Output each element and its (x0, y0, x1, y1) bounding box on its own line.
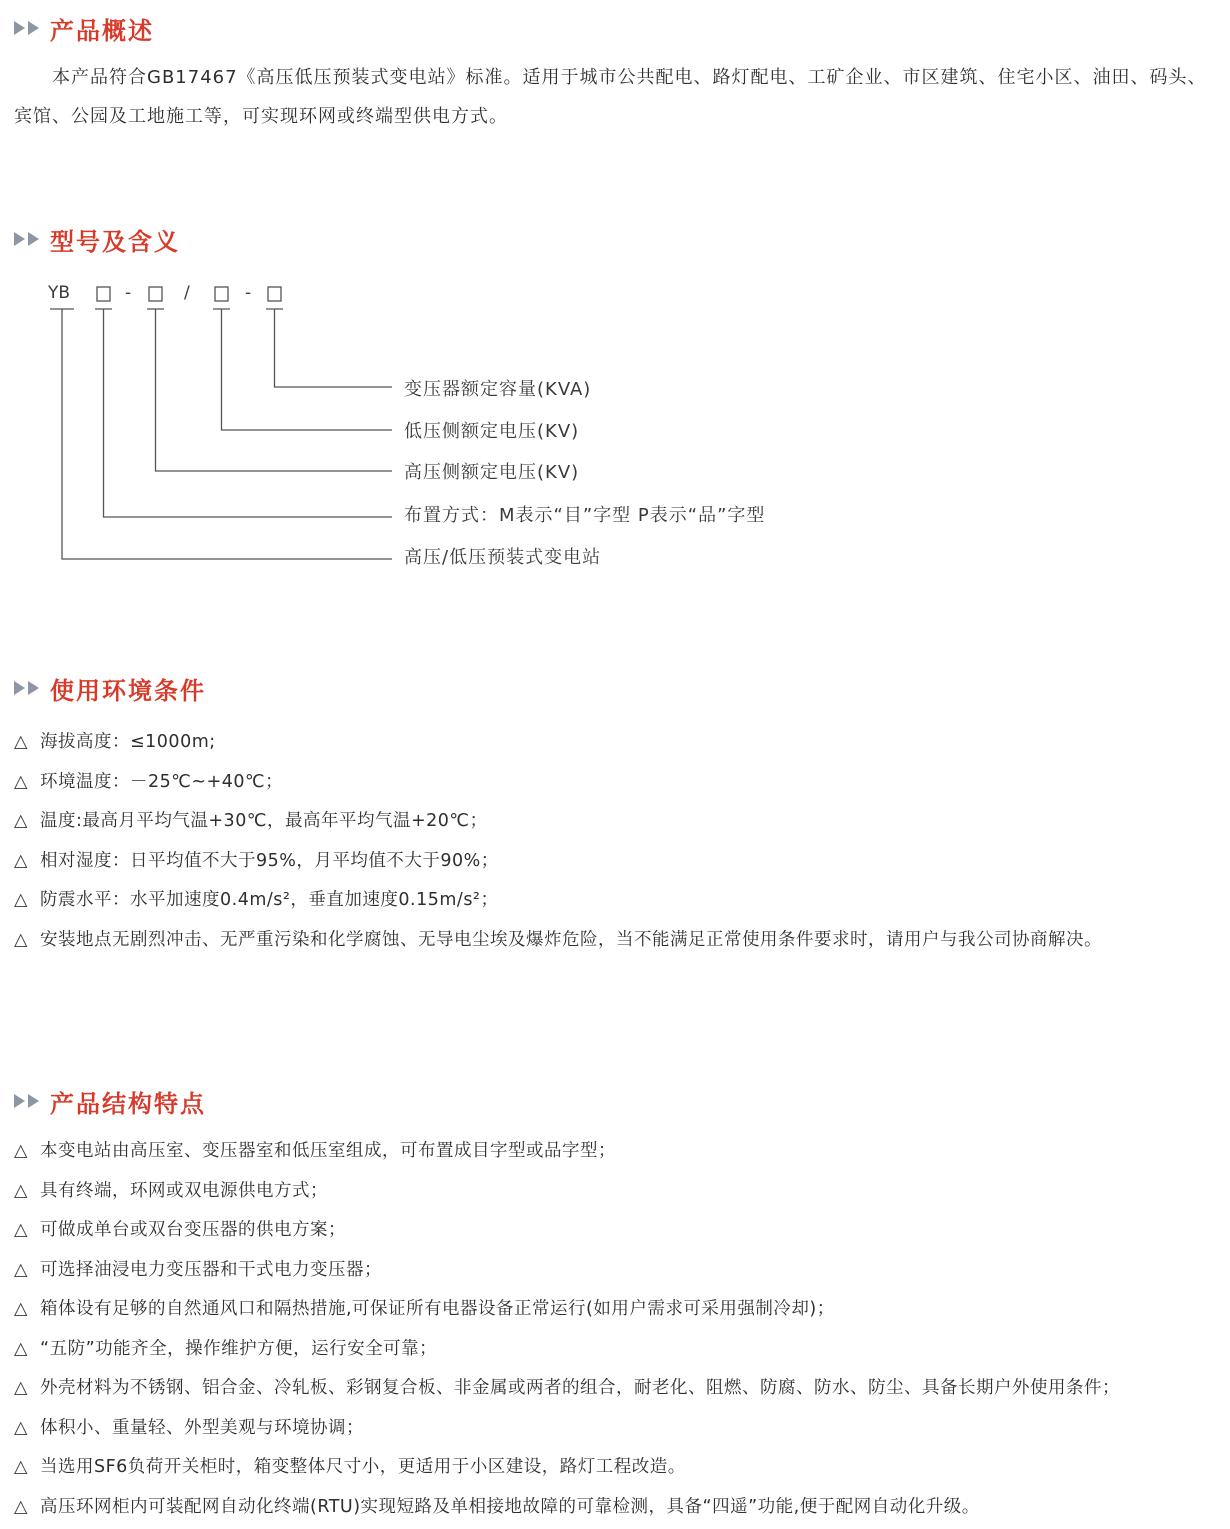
section-title-structure: 产品结构特点 (50, 1089, 206, 1118)
list-item: △ 高压环网柜内可装配网自动化终端(RTU)实现短路及单相接地故障的可靠检测，具备“四遥”功能,便于配网自动化升级。 (14, 1488, 1229, 1528)
model-dash: - (125, 283, 132, 303)
model-label-high-voltage: 高压侧额定电压(KV) (404, 462, 580, 483)
list-item: △ 具有终端，环网或双电源供电方式； (14, 1172, 1229, 1212)
double-arrow-icon (14, 232, 42, 246)
list-item: △ 体积小、重量轻、外型美观与环境协调； (14, 1409, 1229, 1449)
list-item: △ 可做成单台或双台变压器的供电方案； (14, 1211, 1229, 1251)
list-item: △ 当选用SF6负荷开关柜时，箱变整体尺寸小，更适用于小区建设，路灯工程改造。 (14, 1448, 1229, 1488)
model-label-layout: 布置方式：M表示“目”字型 P表示“品”字型 (404, 505, 766, 526)
list-item: △ 可选择油浸电力变压器和干式电力变压器； (14, 1251, 1229, 1291)
triangle-bullet-icon: △ (14, 929, 28, 950)
model-slash: / (184, 283, 190, 303)
section-header-overview (14, 8, 154, 48)
section-title-environment: 使用环境条件 (50, 676, 206, 705)
placeholder-box-4 (268, 287, 281, 301)
overview-paragraph: 本产品符合GB17467《高压低压预装式变电站》标准。适用于城市公共配电、路灯配电、工矿企业、市区建筑、住宅小区、油田、码头、宾馆、公园及工地施工等，可实现环网或终端型供电方式。 (14, 67, 1207, 127)
list-item: △ 安装地点无剧烈冲击、无严重污染和化学腐蚀、无导电尘埃及爆炸危险，当不能满足正常使用条件要求时，请用户与我公司协商解决。 (14, 921, 1229, 961)
list-item: △ 外壳材料为不锈钢、铝合金、冷轧板、彩钢复合板、非金属或两者的组合，耐老化、阻燃、防腐、防水、防尘、具备长期户外使用条件； (14, 1369, 1229, 1409)
placeholder-box-1 (97, 287, 110, 301)
triangle-bullet-icon: △ (14, 1180, 28, 1201)
model-dash: - (245, 283, 252, 303)
triangle-bullet-icon: △ (14, 890, 28, 910)
section-title-model: 型号及含义 (50, 227, 180, 256)
list-item: △ 环境温度：－25℃~+40℃； (14, 763, 1229, 803)
triangle-bullet-icon: △ (14, 1259, 28, 1280)
triangle-bullet-icon: △ (14, 1338, 28, 1359)
model-label-substation: 高压/低压预装式变电站 (404, 547, 602, 568)
model-label-low-voltage: 低压侧额定电压(KV) (404, 421, 580, 442)
list-item: △ 防震水平：水平加速度0.4m/s²，垂直加速度0.15m/s²； (14, 881, 1229, 921)
section-header-model (14, 219, 180, 259)
placeholder-box-2 (149, 287, 162, 301)
list-item: △ 海拔高度：≤1000m; (14, 723, 1229, 763)
list-item: △ 本变电站由高压室、变压器室和低压室组成，可布置成目字型或品字型； (14, 1132, 1229, 1172)
triangle-bullet-icon: △ (14, 771, 28, 792)
double-arrow-icon (14, 1094, 42, 1108)
list-item: △ 箱体设有足够的自然通风口和隔热措施,可保证所有电器设备正常运行(如用户需求可采用强制冷却)； (14, 1290, 1229, 1330)
triangle-bullet-icon: △ (14, 1417, 28, 1438)
environment-list (14, 723, 1229, 960)
structure-list (14, 1132, 1229, 1527)
triangle-bullet-icon: △ (14, 811, 28, 831)
model-code-diagram (0, 275, 900, 575)
section-header-environment (14, 668, 206, 708)
triangle-bullet-icon: △ (14, 1141, 28, 1161)
triangle-bullet-icon: △ (14, 1220, 28, 1240)
triangle-bullet-icon: △ (14, 850, 28, 871)
triangle-bullet-icon: △ (14, 1378, 28, 1398)
double-arrow-icon (14, 681, 42, 695)
triangle-bullet-icon: △ (14, 1496, 28, 1517)
placeholder-box-3 (215, 287, 228, 301)
model-prefix: YB (48, 283, 71, 303)
list-item: △ 温度:最高月平均气温+30℃，最高年平均气温+20℃； (14, 802, 1229, 842)
list-item: △ “五防”功能齐全，操作维护方便，运行安全可靠； (14, 1330, 1229, 1370)
list-item: △ 相对湿度：日平均值不大于95%，月平均值不大于90%； (14, 842, 1229, 882)
model-label-capacity: 变压器额定容量(KVA) (404, 379, 592, 400)
triangle-bullet-icon: △ (14, 732, 28, 752)
section-header-structure (14, 1081, 206, 1121)
section-title-overview: 产品概述 (50, 16, 154, 45)
triangle-bullet-icon: △ (14, 1299, 28, 1319)
triangle-bullet-icon: △ (14, 1457, 28, 1477)
double-arrow-icon (14, 21, 42, 35)
